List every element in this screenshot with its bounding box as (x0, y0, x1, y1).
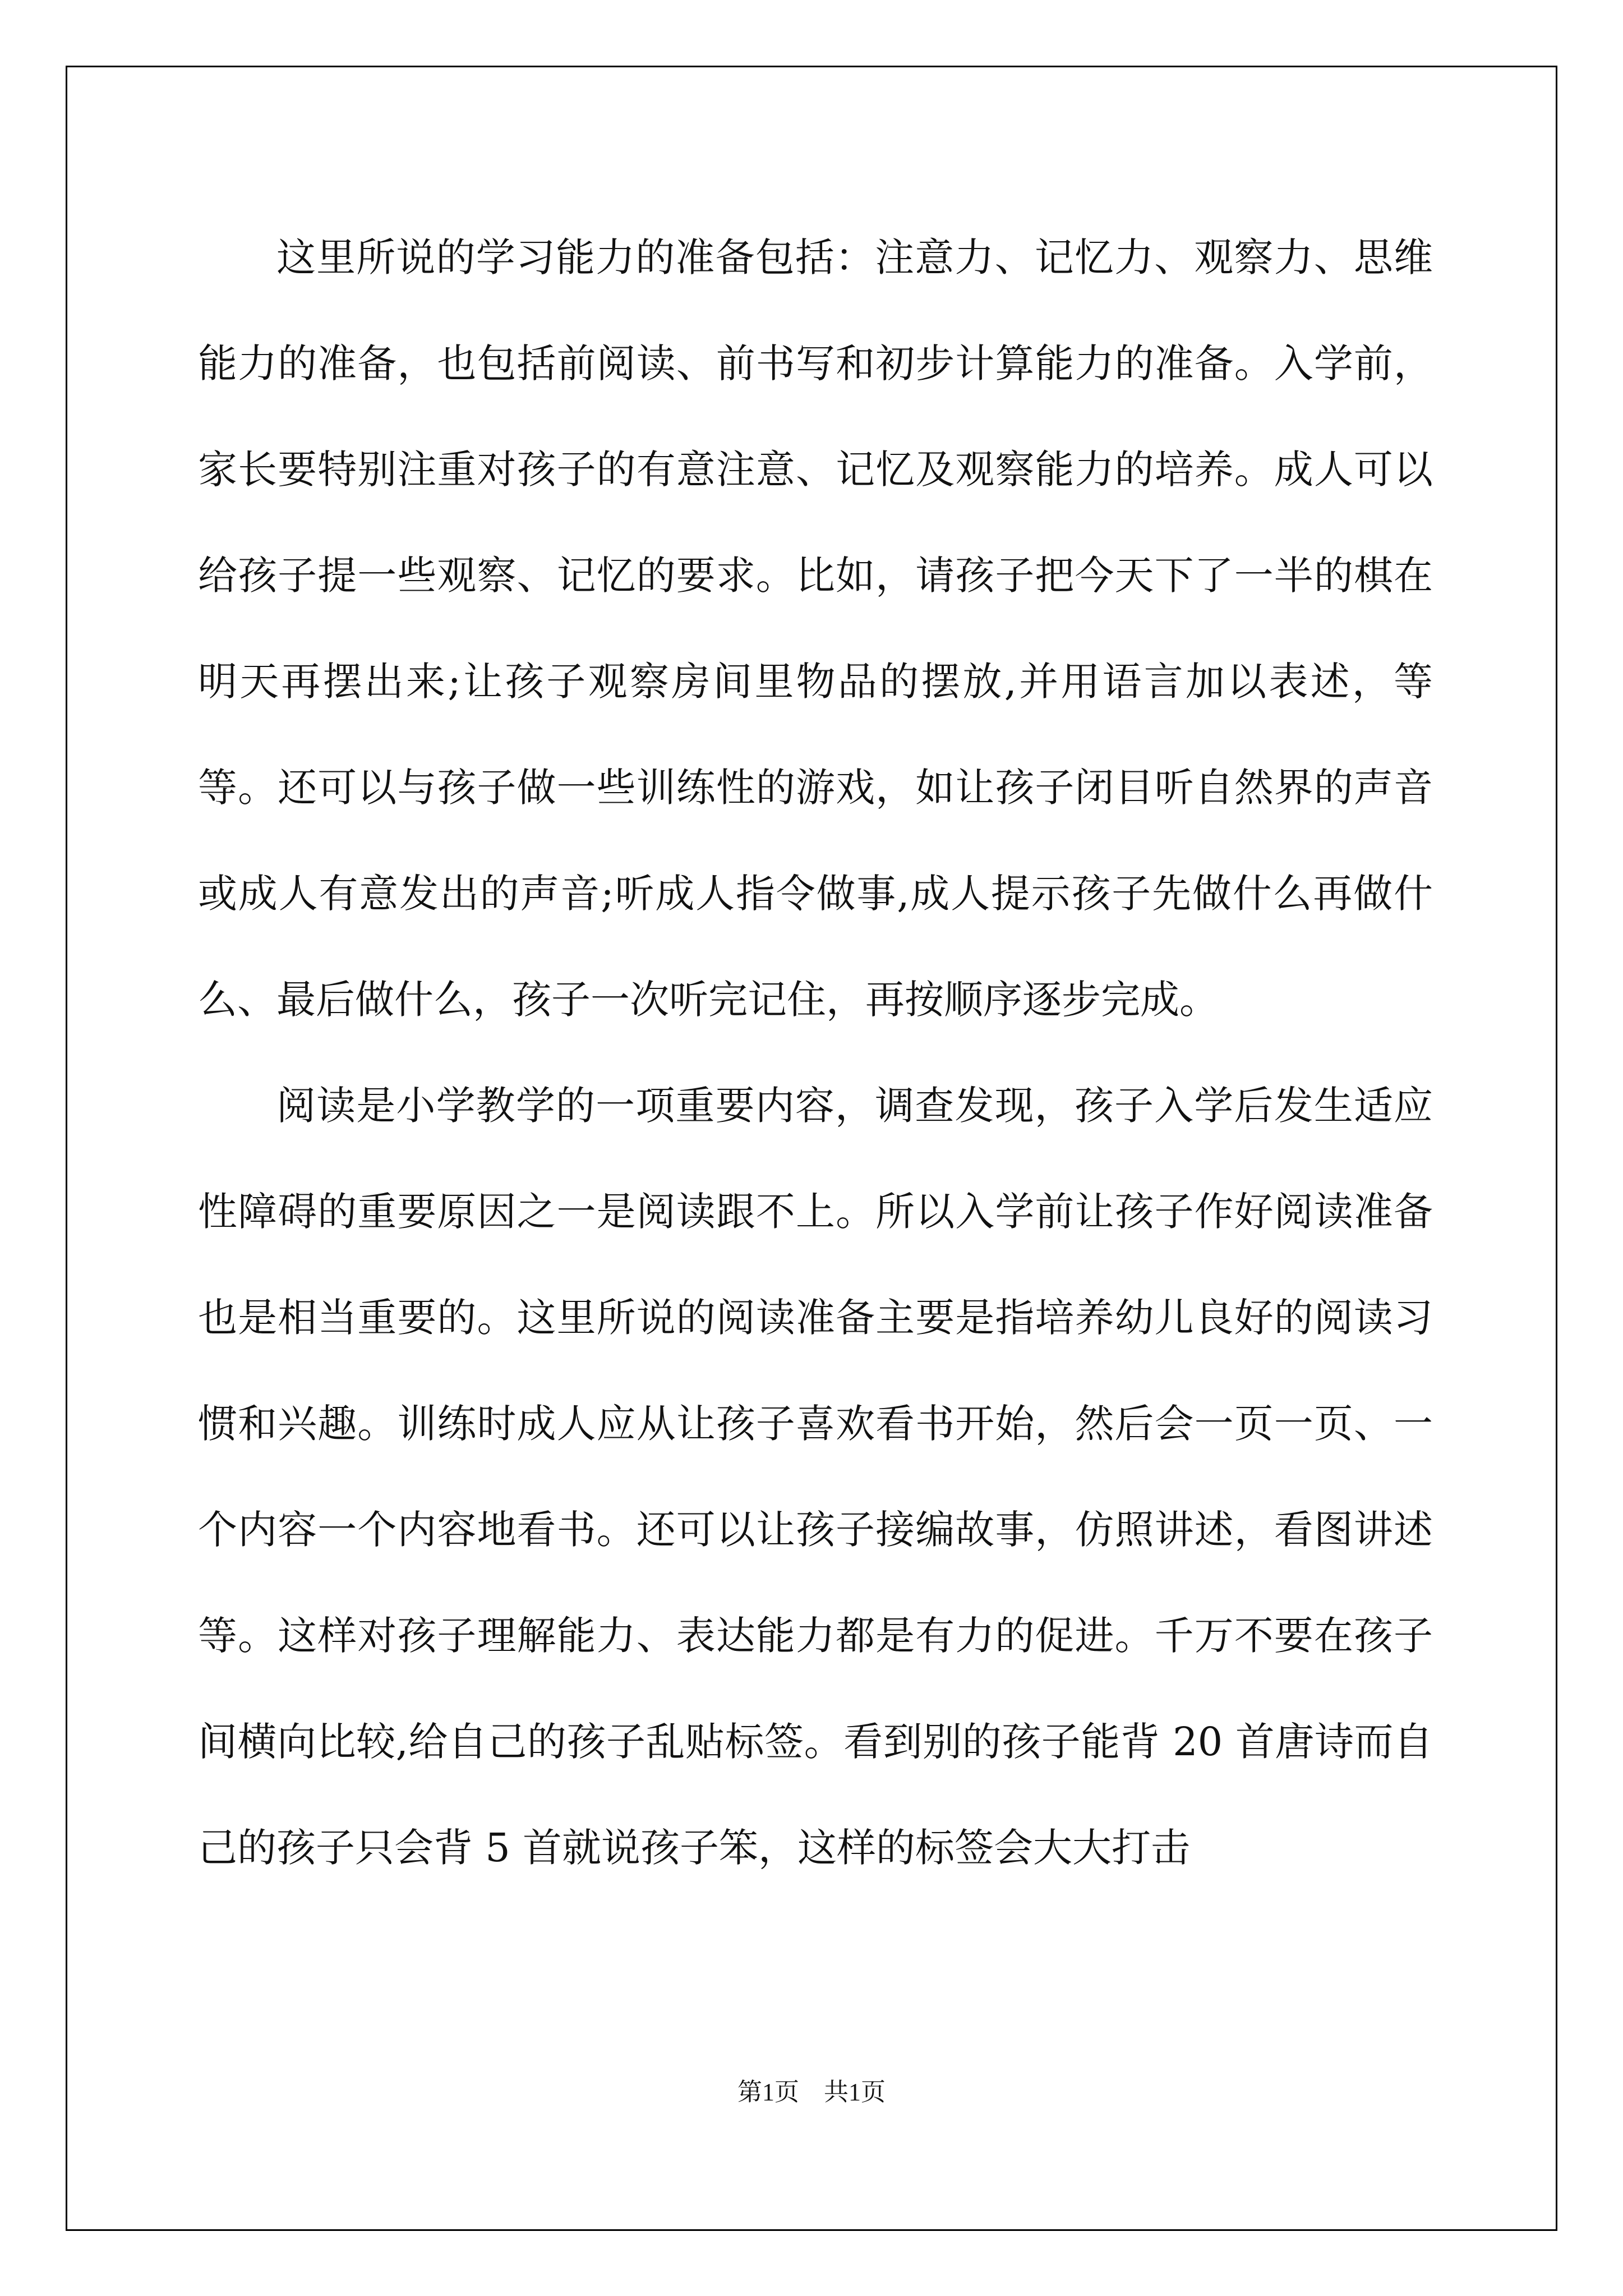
document-body (198, 205, 1433, 1901)
page-number-footer: 第1页 共1页 (737, 2078, 886, 2106)
paragraph-2: 阅读是小学教学的一项重要内容，调查发现，孩子入学后发生适应性障碍的重要原因之一是阅读跟不上。所以入学前让孩子作好阅读准备也是相当重要的。这里所说的阅读准备主要是指培养幼儿良好的阅读习惯和兴趣。训练时成人应从让孩子喜欢看书开始，然后会一页一页、一个内容一个内容地看书。还可以让孩子接编故事，仿照讲述，看图讲述等。这样对孩子理解能力、表达能力都是有力的促进。千万不要在孩子间横向比较,给自己的孩子乱贴标签。看到别的孩子能背 20 首唐诗而自己的孩子只会背 5 首就说孩子笨，这样的标签会大大打击 (198, 1083, 1433, 1871)
paragraph-1: 这里所说的学习能力的准备包括：注意力、记忆力、观察力、思维能力的准备，也包括前阅读、前书写和初步计算能力的准备。入学前，家长要特别注重对孩子的有意注意、记忆及观察能力的培养。成人可以给孩子提一些观察、记忆的要求。比如，请孩子把今天下了一半的棋在明天再摆出来;让孩子观察房间里物品的摆放,并用语言加以表述，等等。还可以与孩子做一些训练性的游戏，如让孩子闭目听自然界的声音或成人有意发出的声音;听成人指令做事,成人提示孩子先做什么再做什么、最后做什么，孩子一次听完记住，再按顺序逐步完成。 (198, 234, 1433, 1023)
